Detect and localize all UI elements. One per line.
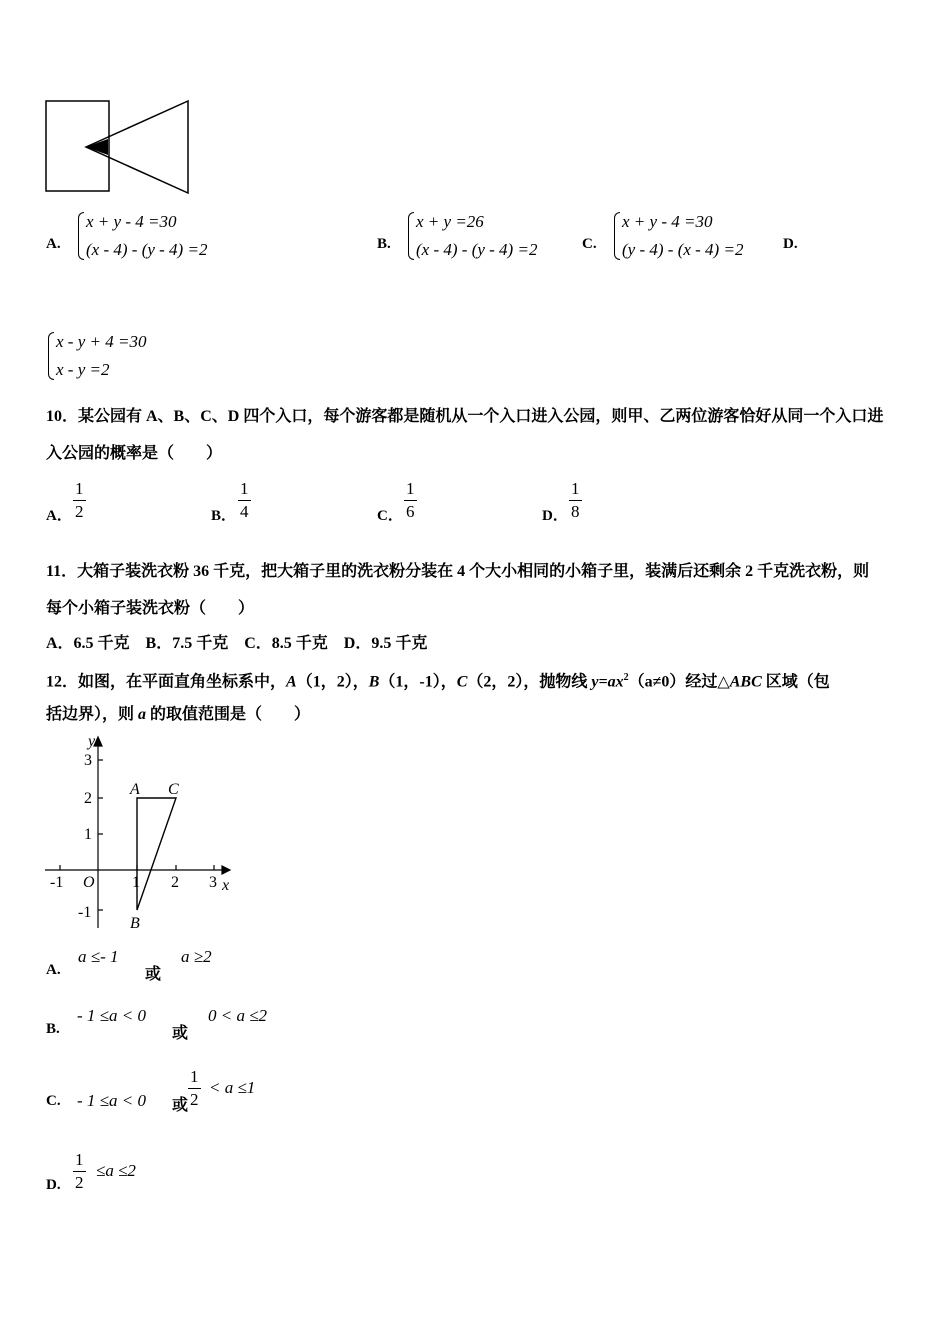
q12-option-a-math1: a ≤- 1 [78,947,119,966]
q10-option-a-den: 2 [75,502,84,521]
q12-option-c-or: 或 [172,1097,189,1114]
q12-option-b-math1: - 1 ≤a < 0 [77,1006,146,1025]
y-tick-label-3: 3 [84,752,92,769]
q12-point-c: C [456,673,468,691]
y-axis-label: y [88,733,96,750]
q12-superscript: 2 [623,672,629,683]
q9-option-d-eq1: x - y + 4 =30 [56,332,147,351]
q12-option-a-or: 或 [145,966,162,983]
q10-option-d-num: 1 [569,478,582,501]
q12-option-a-math2: a ≥2 [181,947,212,966]
q12-coordinate-graph [40,730,240,935]
q10-option-b-label: B． [211,508,237,524]
q12-option-c-den: 2 [190,1090,199,1109]
q12-option-d-fraction [73,1149,86,1194]
q10-option-a-num: 1 [73,478,86,501]
q12-line2-b: 的取值范围是（ ） [146,706,311,723]
q12-line1-a: 12．如图，在平面直角坐标系中， [46,673,287,691]
q12-option-b-or: 或 [172,1025,189,1042]
q10-option-b-fraction [238,478,251,523]
q12-coord-b: （1，-1）， [379,673,457,691]
q9-option-b-eq2: (x - 4) - (y - 4) =2 [416,240,538,259]
q10-option-d-label: D． [542,508,568,524]
x-tick-label-2: 2 [171,874,179,891]
q10-option-b-num: 1 [238,478,251,501]
q9-option-d-system [48,328,146,384]
q10-option-a-fraction [73,478,86,523]
q12-condition: （a≠0）经过△ [628,673,730,691]
q9-option-b-system [408,208,537,264]
q12-line2-a: 括边界），则 [46,706,139,723]
q12-option-c-num: 1 [188,1066,201,1089]
q9-option-c-system [614,208,743,264]
q12-var-a: a [138,706,147,723]
q10-option-d-fraction [569,478,582,523]
q12-point-a: A [286,673,297,691]
q10-text-line2: 入公园的概率是（ ） [46,445,223,462]
q9-option-c-eq2: (y - 4) - (x - 4) =2 [622,240,744,259]
x-axis-arrow [222,866,230,874]
q9-option-c-eq1: x + y - 4 =30 [622,212,713,231]
q12-point-b: B [368,673,380,691]
q10-option-c-fraction [404,478,417,523]
q12-option-d-den: 2 [75,1173,84,1192]
q12-option-a-label: A. [46,962,61,978]
q10-option-d-den: 8 [571,502,580,521]
q9-figure [40,95,195,200]
q12-option-c-fraction [188,1066,201,1111]
triangle-abc [137,798,176,910]
q10-option-c-label: C． [377,508,403,524]
point-b-label: B [130,915,140,932]
q9-option-d-eq2: x - y =2 [56,360,110,379]
q12-option-b-math2: 0 < a ≤2 [208,1006,268,1025]
y-axis-arrow [94,737,102,746]
q12-option-c-label: C. [46,1093,61,1109]
q12-option-c-math1: - 1 ≤a < 0 [77,1091,146,1110]
point-c-label: C [168,781,179,798]
y-tick-label-2: 2 [84,790,92,807]
q12-option-d-num: 1 [73,1149,86,1172]
q12-parabola: y=ax [591,673,624,691]
q9-option-a-eq2: (x - 4) - (y - 4) =2 [86,240,208,259]
y-tick-label-neg1: -1 [78,904,92,921]
q12-line1-end: 区域（包 [761,673,830,691]
origin-label: O [83,874,95,891]
x-tick-label-neg1: -1 [50,874,64,891]
q12-coord-c: （2，2），抛物线 [467,673,592,691]
q12-option-d-math: ≤a ≤2 [96,1161,136,1180]
q10-option-a-label: A． [46,508,72,524]
q12-coord-a: （1，2）， [296,673,369,691]
q12-text-line1 [46,668,830,692]
q12-text-line2 [46,705,310,725]
q10-option-b-den: 4 [240,502,249,521]
x-tick-label-1: 1 [132,874,140,891]
q12-option-c-math2: < a ≤1 [209,1078,256,1097]
q11-options: A．6.5 千克 B．7.5 千克 C．8.5 千克 D．9.5 千克 [46,635,428,652]
point-a-label: A [130,781,140,798]
q9-option-b-eq1: x + y =26 [416,212,484,231]
q9-option-d-label: D. [783,236,798,252]
q12-option-d-label: D. [46,1177,61,1193]
q12-option-b-label: B. [46,1021,60,1037]
q12-triangle-name: ABC [729,673,762,691]
q9-option-a-eq1: x + y - 4 =30 [86,212,177,231]
q10-text-line1: 10．某公园有 A、B、C、D 四个入口，每个游客都是随机从一个入口进入公园，则甲、乙两位游客恰好从同一个入口进 [46,408,884,425]
q9-option-b-label: B. [377,236,391,252]
x-tick-label-3: 3 [209,874,217,891]
q11-text-line2: 每个小箱子装洗衣粉（ ） [46,600,255,617]
y-tick-label-1: 1 [84,826,92,843]
q10-option-c-num: 1 [404,478,417,501]
q10-option-c-den: 6 [406,502,415,521]
q9-option-a-system [78,208,207,264]
q9-option-a-label: A. [46,236,61,252]
q9-option-c-label: C. [582,236,597,252]
q11-text-line1: 11．大箱子装洗衣粉 36 千克，把大箱子里的洗衣粉分装在 4 个大小相同的小箱子里，装满后还剩余 2 千克洗衣粉，则 [46,563,870,580]
x-axis-label: x [222,877,230,894]
